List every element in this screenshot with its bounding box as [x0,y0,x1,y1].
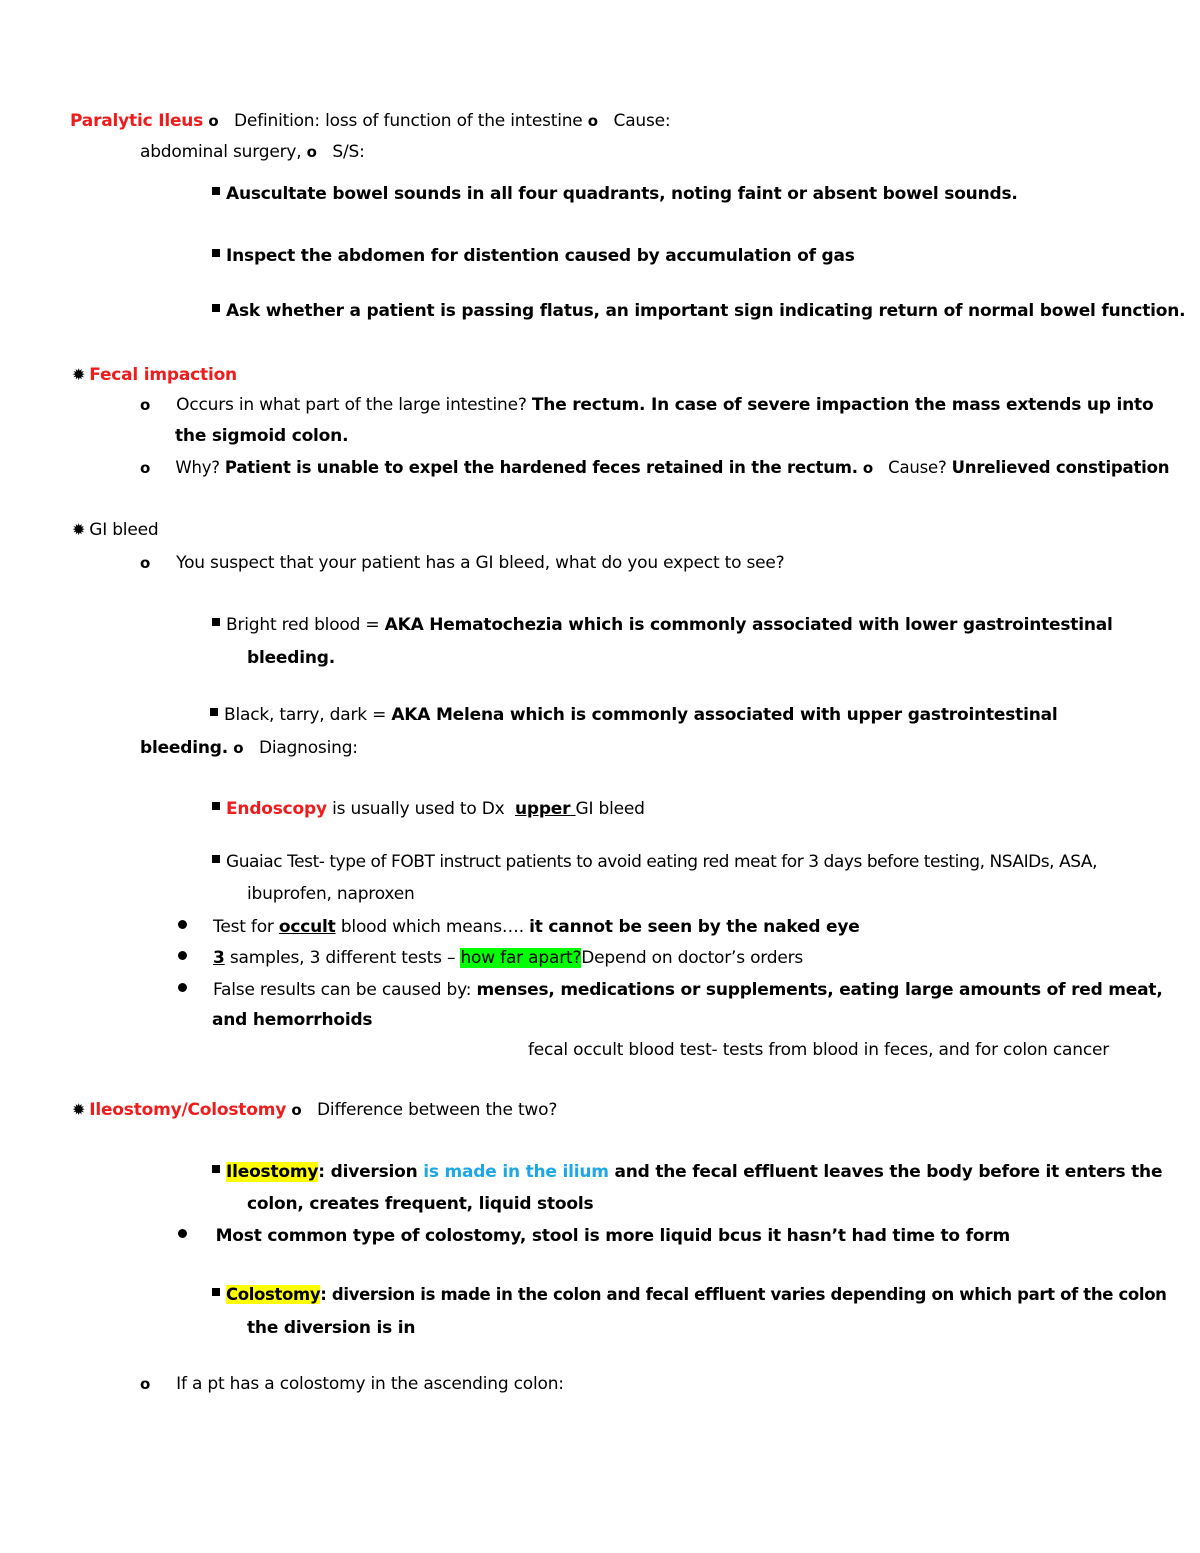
colostomy-text: : diversion is made in the colon and fecal effluent varies depending on which part of the colon [320,1285,1167,1304]
gibleed-black-label: Black, tarry, dark = [224,705,387,725]
gibleed-black-cont: bleeding. [140,738,228,758]
occult-mid: blood which means…. [340,917,524,937]
square-bullet-icon [212,802,220,810]
square-bullet-icon [212,1288,220,1296]
gibleed-endoscopy-line [212,797,645,821]
star-bullet-icon: ✹ [72,520,86,539]
gibleed-red-text: AKA Hematochezia which is commonly associated with lower gastrointestinal [384,615,1113,635]
colostomy-line [212,1283,1167,1307]
gibleed-samples-line [178,946,803,970]
ostomy-common-line [178,1224,1010,1248]
gibleed-black-line [210,703,1058,727]
ileus-cause-label: Cause: [613,111,671,131]
gibleed-black-text: AKA Melena which is commonly associated with upper gastrointestinal [391,705,1058,725]
ileus-title: Paralytic Ileus [70,111,204,131]
square-bullet-icon [212,187,220,195]
samples-num: 3 [213,948,225,968]
o-bullet-icon: o [140,396,151,414]
gibleed-title: GI bleed [89,520,159,540]
occult-bold: it cannot be seen by the naked eye [529,917,860,937]
star-bullet-icon: ✹ [72,365,86,384]
ostomy-ascending-line [140,1372,564,1396]
colostomy-label: Colostomy [226,1285,321,1304]
ileostomy-pre: : diversion [318,1162,418,1182]
impaction-q1-line [140,393,1153,417]
o-bullet-icon: o [291,1101,302,1119]
o-bullet-icon: o [140,459,151,477]
gibleed-red-label: Bright red blood = [226,615,380,635]
dot-bullet-icon [178,951,187,960]
o-bullet-icon: o [140,554,151,572]
square-bullet-icon [212,249,220,257]
occult-pre: Test for [213,917,274,937]
square-bullet-icon [210,708,218,716]
ileostomy-blue: is made in the ilium [423,1162,609,1182]
gibleed-guaiac-line [212,850,1097,874]
ostomy-common: Most common type of colostomy, stool is more liquid bcus it hasn’t had time to form [215,1226,1011,1246]
samples-end: Depend on doctor’s orders [581,948,804,968]
gibleed-q1: You suspect that your patient has a GI bleed, what do you expect to see? [176,553,785,573]
endoscopy-mid: is usually used to Dx [332,799,505,819]
ostomy-ascending: If a pt has a colostomy in the ascending colon: [176,1374,564,1394]
star-bullet-icon: ✹ [72,1100,86,1119]
occult-word: occult [278,917,336,937]
gibleed-q1-line [140,551,785,575]
ileostomy-line [212,1160,1162,1184]
ileus-ss-item: Auscultate bowel sounds in all four quadrants, noting faint or absent bowel sounds. [212,182,1018,206]
false-pre: False results can be caused by: [213,980,472,1000]
gibleed-guaiac-cont: ibuprofen, naproxen [247,884,415,904]
square-bullet-icon [212,1165,220,1173]
ileus-ss-item: Inspect the abdomen for distention caused by accumulation of gas [212,244,855,268]
dot-bullet-icon [178,983,187,992]
ileus-ss-label: S/S: [332,142,365,162]
ostomy-heading [72,1098,557,1122]
ostomy-title: Ileostomy/Colostomy [89,1100,287,1120]
ileus-definition: Definition: loss of function of the intestine [234,111,583,131]
o-bullet-icon: o [862,459,874,477]
impaction-title: Fecal impaction [89,365,237,385]
false-bold: menses, medications or supplements, eating large amounts of red meat, [476,980,1163,1000]
gibleed-red-cont: bleeding. [247,648,335,668]
endoscopy-label: Endoscopy [226,799,327,819]
o-bullet-icon: o [306,143,317,161]
ileus-line-2 [140,140,365,164]
gibleed-diag-line [140,736,358,760]
o-bullet-icon: o [140,1375,151,1393]
ileostomy-post: and the fecal effluent leaves the body before it enters the [614,1162,1163,1182]
endoscopy-upper: upper [514,799,571,819]
impaction-a2: Patient is unable to expel the hardened feces retained in the rectum. [224,458,858,477]
impaction-q2-line [140,456,1169,480]
gibleed-occult-line [178,915,860,939]
ileus-ss-item: Ask whether a patient is passing flatus, an important sign indicating return of normal bowel function. [212,299,1185,323]
ileus-line-1 [70,109,670,133]
impaction-q3: Cause? [888,458,947,477]
ileostomy-cont: colon, creates frequent, liquid stools [247,1194,594,1214]
samples-highlight: how far apart? [460,948,582,968]
square-bullet-icon [212,855,220,863]
impaction-a1-cont: the sigmoid colon. [175,426,349,446]
fobt-note: fecal occult blood test- tests from blood in feces, and for colon cancer [528,1040,1110,1060]
dot-bullet-icon [178,1229,187,1238]
impaction-a1: The rectum. In case of severe impaction the mass extends up into [531,395,1154,415]
square-bullet-icon [212,618,220,626]
square-bullet-icon [212,304,220,312]
o-bullet-icon: o [208,112,219,130]
gibleed-diag-label: Diagnosing: [258,738,358,758]
o-bullet-icon: o [587,112,598,130]
gibleed-heading [72,518,158,542]
guaiac-text: Guaiac Test- type of FOBT instruct patients to avoid eating red meat for 3 days before testing, NSAIDs, ASA, [226,852,1098,872]
gibleed-false-line [178,978,1163,1002]
impaction-q1: Occurs in what part of the large intestine? [176,395,527,415]
impaction-heading [72,363,237,387]
endoscopy-end: GI bleed [575,799,645,819]
colostomy-cont: the diversion is in [247,1318,416,1338]
dot-bullet-icon [178,920,187,929]
ileus-cause-value: abdominal surgery, [140,142,302,162]
ileostomy-label: Ileostomy [226,1162,319,1182]
ostomy-q1: Difference between the two? [317,1100,558,1120]
o-bullet-icon: o [233,739,244,757]
gibleed-false-cont: and hemorrhoids [212,1010,373,1030]
samples-mid: samples, 3 different tests – [229,948,456,968]
impaction-q2: Why? [175,458,220,477]
impaction-a3: Unrelieved constipation [951,458,1170,477]
gibleed-red-line [212,613,1113,637]
